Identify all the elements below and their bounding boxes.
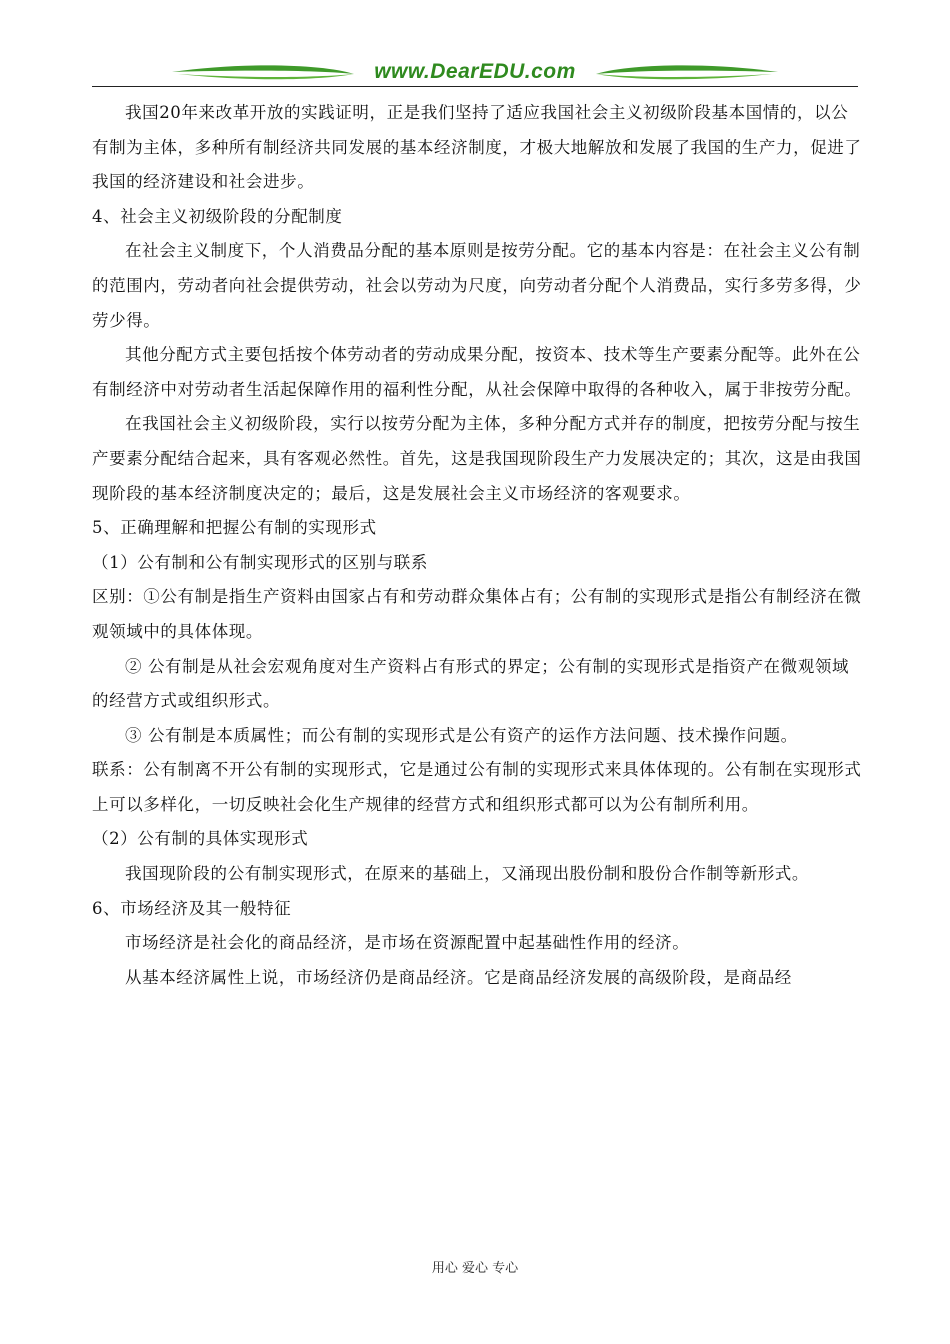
page-footer: 用心 爱心 专心 [431, 1261, 519, 1276]
header-divider [92, 86, 858, 87]
paragraph: 我国现阶段的公有制实现形式，在原来的基础上，又涌现出股份制和股份合作制等新形式。 [125, 864, 809, 884]
section-heading: 6、市场经济及其一般特征 [92, 898, 292, 918]
section-heading: 5、正确理解和把握公有制的实现形式 [92, 518, 377, 538]
paragraph: ② 公有制是从社会宏观角度对生产资料占有形式的界定；公有制的实现形式是指资产在微观领域的经营方式或组织形式。 [92, 656, 850, 711]
paragraph: 我国20年来改革开放的实践证明，正是我们坚持了适应我国社会主义初级阶段基本国情的，以公有制为主体，多种所有制经济共同发展的基本经济制度，才极大地解放和发展了我国的生产力，促进了我国的经济建设和社会进步。 [92, 103, 862, 192]
paragraph: 联系：公有制离不开公有制的实现形式，它是通过公有制的实现形式来具体体现的。公有制在实现形式上可以多样化，一切反映社会化生产规律的经营方式和组织形式都可以为公有制所利用。 [92, 760, 862, 814]
paragraph: 从基本经济属性上说，市场经济仍是商品经济。它是商品经济发展的高级阶段，是商品经 [125, 967, 792, 987]
section-heading: 4、社会主义初级阶段的分配制度 [92, 206, 343, 226]
document-body [92, 96, 864, 995]
site-logo-text: www.DearEDU.com [374, 60, 576, 83]
paragraph: 区别：①公有制是指生产资料由国家占有和劳动群众集体占有；公有制的实现形式是指公有制经济在微观领域中的具体体现。 [92, 587, 862, 641]
subsection-heading: （2）公有制的具体实现形式 [92, 829, 309, 849]
page-header [92, 58, 858, 88]
paragraph: 市场经济是社会化的商品经济，是市场在资源配置中起基础性作用的经济。 [125, 933, 690, 953]
paragraph: 其他分配方式主要包括按个体劳动者的劳动成果分配，按资本、技术等生产要素分配等。此外在公有制经济中对劳动者生活起保障作用的福利性分配，从社会保障中取得的各种收入，属于非按劳分配。 [92, 345, 862, 399]
paragraph: ③ 公有制是本质属性；而公有制的实现形式是公有资产的运作方法问题、技术操作问题。 [125, 725, 798, 745]
paragraph: 在社会主义制度下，个人消费品分配的基本原则是按劳分配。它的基本内容是：在社会主义公有制的范围内，劳动者向社会提供劳动，社会以劳动为尺度，向劳动者分配个人消费品，实行多劳多得，少劳少得。 [92, 241, 862, 330]
paragraph: 在我国社会主义初级阶段，实行以按劳分配为主体，多种分配方式并存的制度，把按劳分配与按生产要素分配结合起来，具有客观必然性。首先，这是我国现阶段生产力发展决定的；其次，这是由我国现阶段的基本经济制度决定的；最后，这是发展社会主义市场经济的客观要求。 [92, 414, 862, 503]
subsection-heading: （1）公有制和公有制实现形式的区别与联系 [92, 552, 428, 572]
